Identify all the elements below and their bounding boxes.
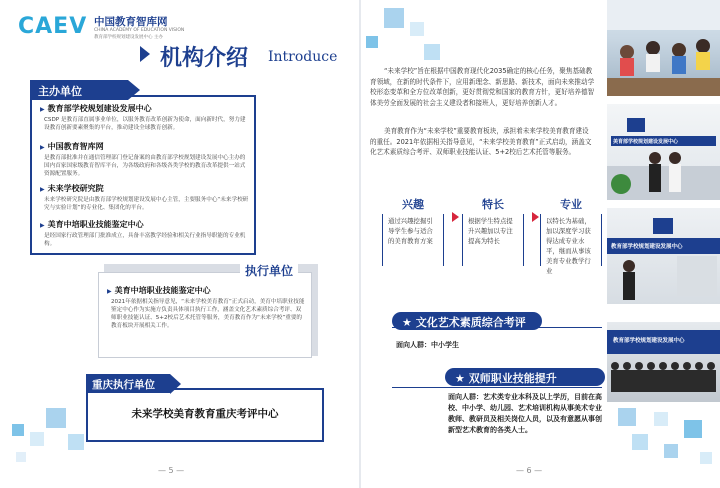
host-tab-arrow-icon (128, 80, 140, 100)
flow-arrow-icon (452, 212, 459, 222)
decor-square (30, 432, 44, 446)
page-spine (359, 0, 361, 488)
chongqing-tab-arrow-icon (170, 374, 181, 394)
section-title: 文化艺术素质综合考评 (415, 316, 526, 329)
decor-square (700, 452, 712, 464)
decor-square (664, 444, 678, 458)
plaque-illustration (607, 208, 720, 304)
section-title: 双师职业技能提升 (468, 372, 557, 385)
org-name: ▶ 未来学校研究院 (40, 183, 250, 194)
org-item (40, 183, 250, 212)
org-item (40, 103, 250, 132)
section2-audience: 面向人群：艺术类专业本科及以上学历，目前在高校、中小学、幼儿园、艺术培训机构从事美术专业教师、教研员及相关岗位人员，以及有意愿从事创新型艺术教育的各类人士。 (448, 393, 602, 434)
page-number-right: — 6 — (516, 466, 543, 475)
org-name: ▶ 中国教育智库网 (40, 141, 250, 152)
org-item (107, 285, 305, 330)
meeting-illustration (607, 104, 720, 200)
logo-subtitle: 教育部学校规划建设发展中心 主办 (94, 35, 163, 40)
section-dual-teacher (445, 368, 605, 386)
org-name: ▶ 美育中培职业技能鉴定中心 (107, 285, 305, 296)
org-item (40, 219, 250, 248)
flow-label-interest: 兴趣 (402, 198, 424, 211)
decor-square (684, 420, 702, 438)
decor-square (16, 452, 26, 462)
photo-sign: 美育部学校规划建设发展中心 (613, 139, 679, 145)
host-section (30, 95, 256, 255)
chongqing-center-name: 未来学校美育教育重庆考评中心 (131, 408, 279, 420)
org-item (40, 141, 250, 178)
page-number-left: — 5 — (158, 466, 185, 475)
title-arrow-icon (140, 46, 150, 62)
group-illustration (607, 322, 720, 402)
flow-box-interest: 通过兴趣挖掘引导学生参与适合的美育教育方案 (382, 214, 444, 266)
page-title-english: Introduce (268, 49, 338, 65)
section-art-quality (392, 312, 542, 330)
star-icon: ★ (455, 372, 469, 385)
page-title: 机构介绍 (160, 46, 249, 71)
intro-paragraph: “未来学校”旨在根据中国教育现代化2035确定的核心任务，聚焦基础教育领域，在新的时代条件下，应用新理念、新思路、新技术，面向未来推动学校形态变革和全方位改革创新，更好贯彻党和国家的教育方针，更好培养德智体美劳全面发展的社会主义建设者和接班人，更好培养创新人才。 (370, 67, 595, 107)
decor-square (618, 408, 636, 426)
decor-square (654, 412, 668, 426)
flow-box-profession: 以特长为基础，加以深度学习获得达成专业水平，继而从事该美育专业教学行业 (540, 214, 602, 266)
photo-classroom (607, 0, 720, 96)
flow-box-specialty: 根据学生特点提升兴趣加以专注提高为特长 (462, 214, 524, 266)
logo-chinese-name: 中国教育智库网 (94, 16, 168, 28)
section-divider (392, 387, 602, 388)
caev-logo: CAEV (18, 14, 88, 39)
org-name: ▶ 美育中培职业技能鉴定中心 (40, 219, 250, 230)
photo-group (607, 322, 720, 402)
host-tab: 主办单位 (30, 80, 128, 100)
decor-square (410, 22, 424, 36)
executor-title: 执行单位 (240, 262, 298, 279)
decor-square (424, 44, 440, 60)
photo-plaque (607, 208, 720, 304)
executor-section (98, 272, 312, 358)
org-desc: 是经国家行政管理部门批准成立，具备丰富教学经验和相关行业指导职能的专业机构。 (44, 233, 246, 247)
org-name: ▶ 教育部学校规划建设发展中心 (40, 103, 250, 114)
section1-audience: 面向人群：中小学生 (396, 341, 459, 349)
chongqing-tab: 重庆执行单位 (86, 374, 170, 393)
decor-square (12, 424, 24, 436)
star-icon: ★ (402, 316, 416, 329)
org-desc: CSDP 是教育部直属事业单位，以服务教育改革创新为使命，面向新时代，努力建设教育创新要素聚集的平台，推动建设全球教育创新。 (44, 117, 246, 131)
classroom-illustration (607, 0, 720, 96)
logo-english-name: CHINA ACADEMY OF EDUCATION VISION (94, 28, 185, 33)
decor-square (68, 434, 84, 450)
decor-square (366, 36, 378, 48)
flow-label-specialty: 特长 (482, 198, 504, 211)
meiyu-paragraph: 美育教育作为“未来学校”重要教育板块，承担着未来学校美育教育建设的重任。2021年依据相关指导意见，“未来学校美育教育”正式启动，涵盖文化艺术素质综合考评、双师职业技能认证、5+2校后艺术托管等服务。 (370, 127, 592, 156)
decor-square (46, 408, 66, 428)
decor-square (384, 8, 404, 28)
photo-meeting (607, 104, 720, 200)
flow-label-profession: 专业 (560, 198, 582, 211)
org-desc: 是教育部批准并在通信管理部门登记备案的由教育部学校规划建设发展中心主办的国内首家国家级教育智库平台，为各级政府和各级各类学校的教育改革提供一站式资源配置服务。 (44, 155, 246, 177)
org-desc: 未来学校研究院是由教育部学校规划建设发展中心主管，主要服务中心“未来学校研究与实验计划”的专业化、集团化的平台。 (44, 197, 249, 211)
flow-arrow-icon (532, 212, 539, 222)
photo-sign: 教育部学校规划建设发展中心 (613, 338, 685, 344)
photo-sign: 教育部学校规划建设发展中心 (611, 244, 683, 250)
decor-square (632, 434, 648, 450)
org-desc: 2021年依据相关指导意见，“未来学校美育教育”正式启动，美育中培职业技能鉴定中心作为实施方负责具体项目执行工作，涵盖文化艺术素质综合考评、双师职业技能认证、5+2校后艺术托管等服务，美育教育作为“未来学校”重要的教育板块开展相关工作。 (111, 299, 305, 329)
